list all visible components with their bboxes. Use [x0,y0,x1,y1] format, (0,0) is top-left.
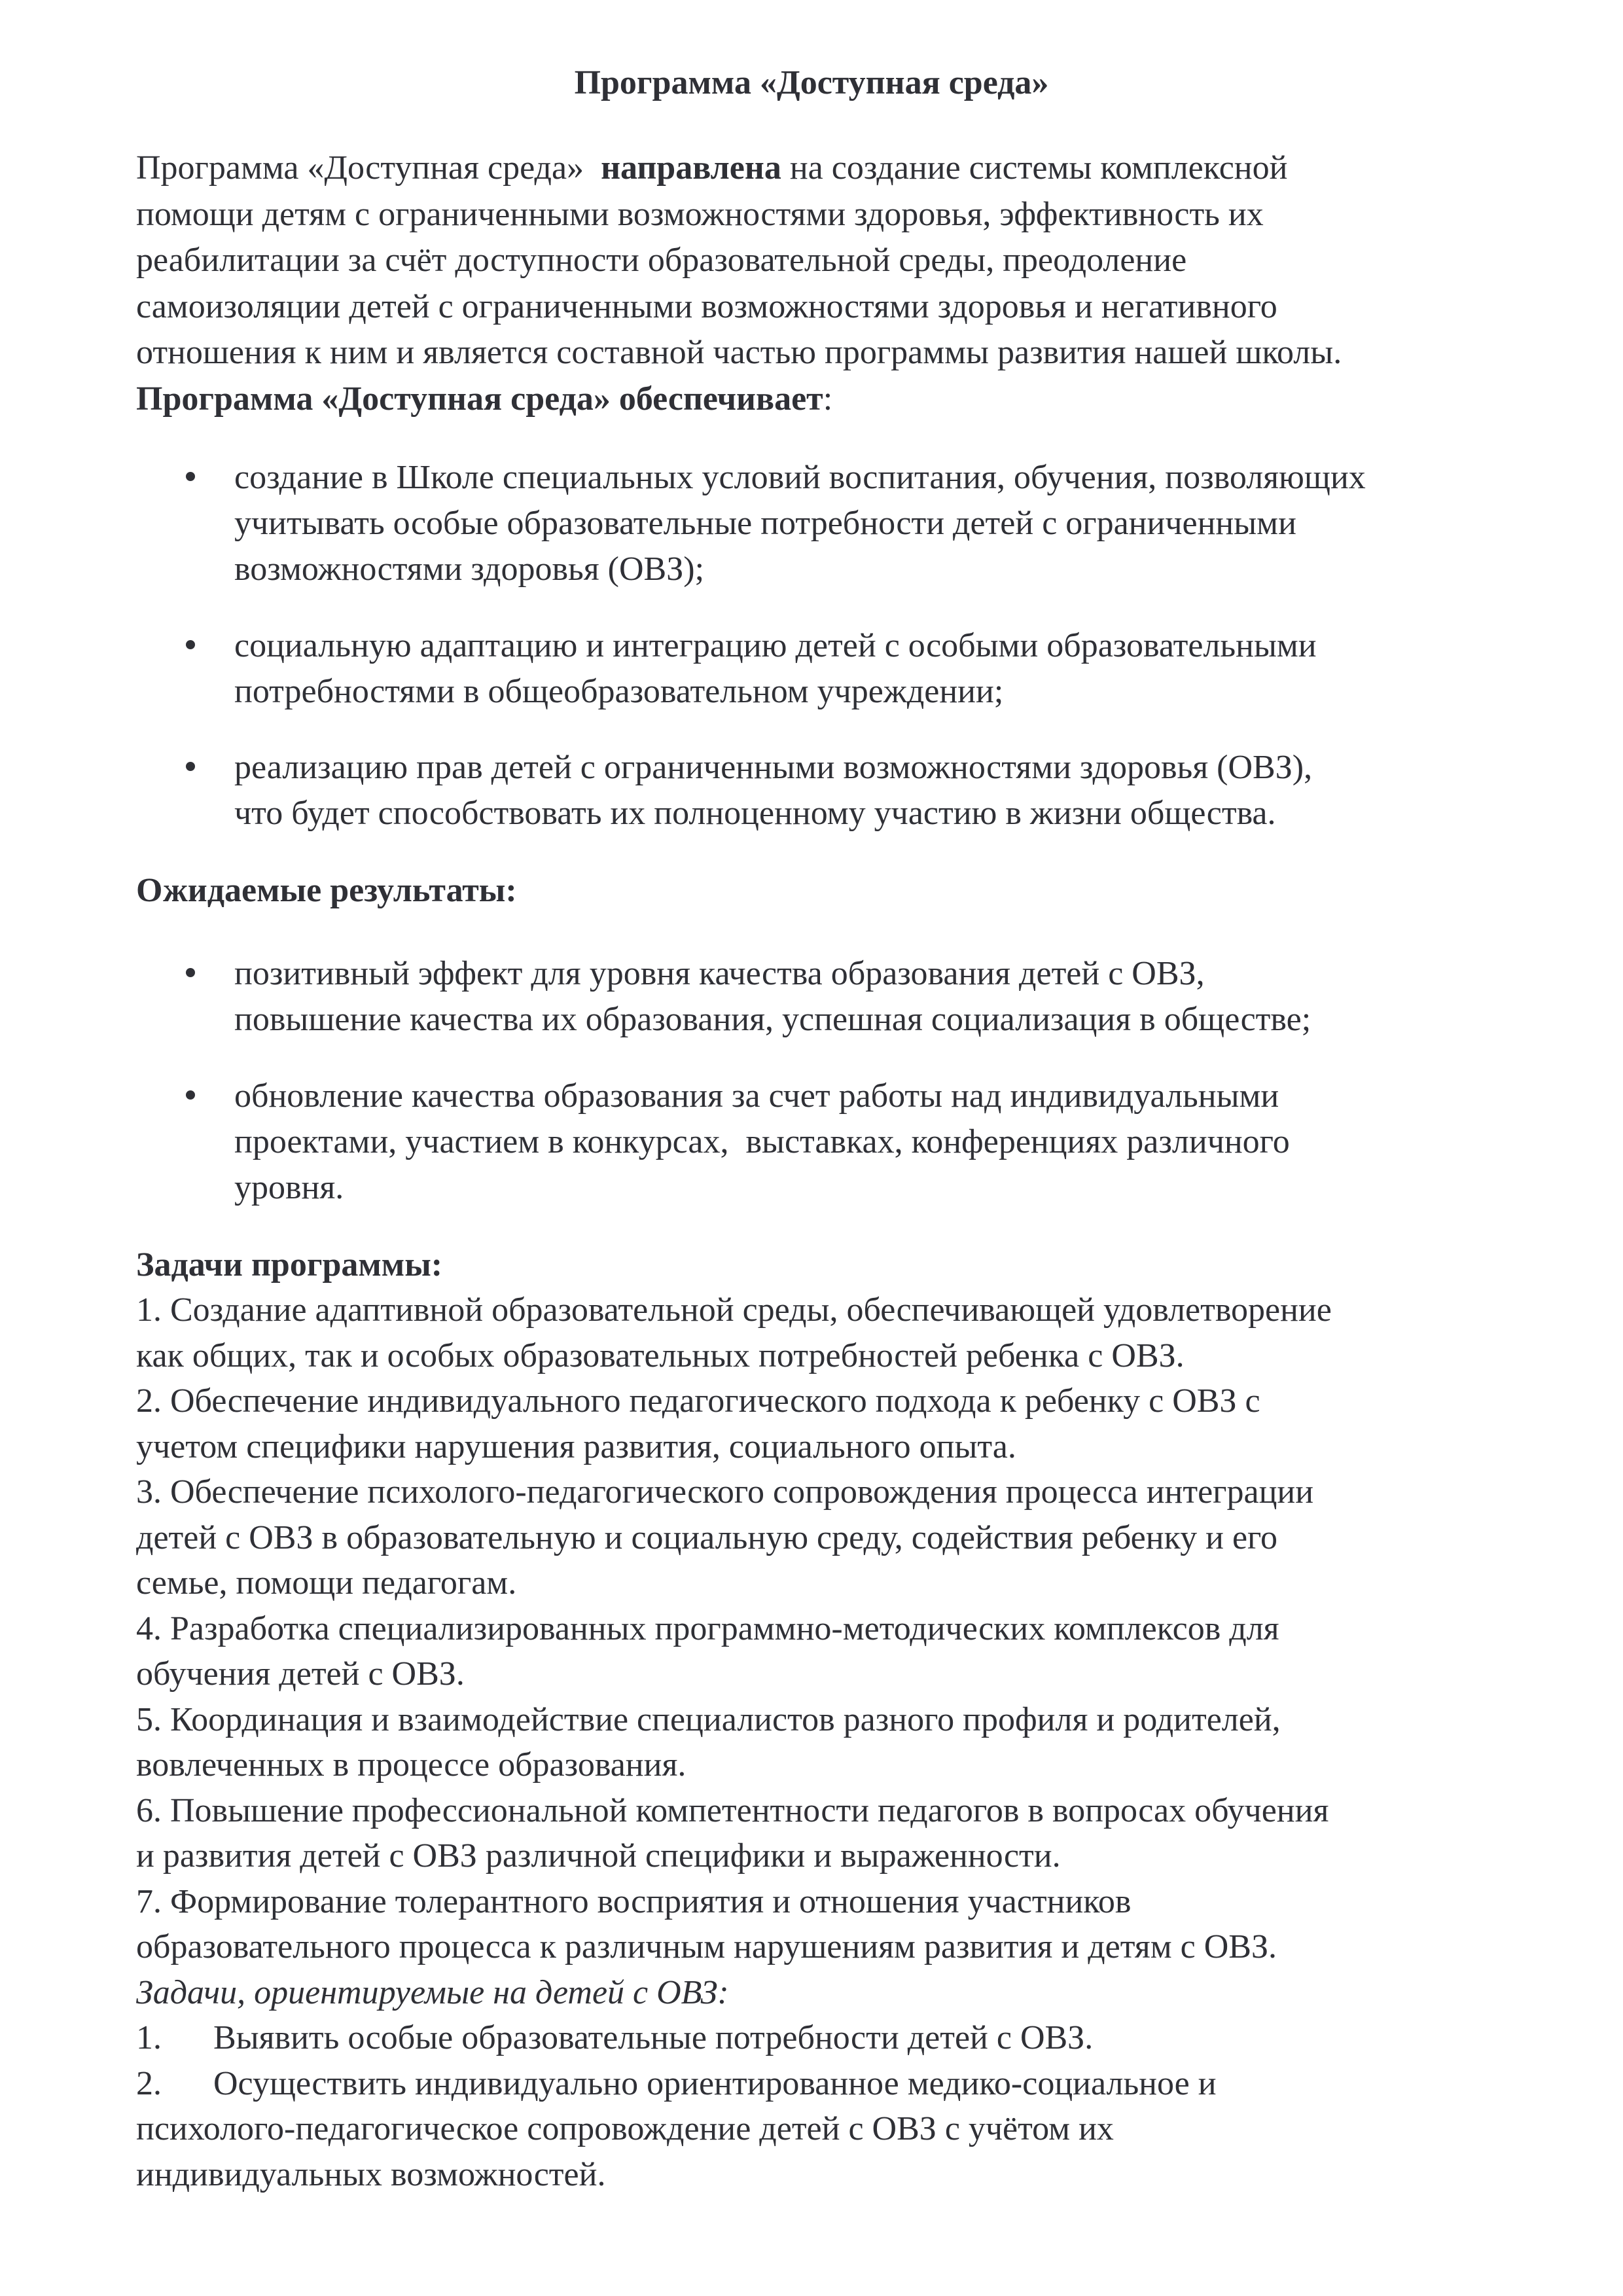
task-line: 7. Формирование толерантного восприятия и отношения участников [136,1882,1132,1920]
task-line: семье, помощи педагогам. [136,1564,517,1602]
provides-line [136,376,1550,423]
provides-colon: : [823,380,833,418]
document-title: Программа «Доступная среда» [574,64,1049,101]
child-task-item [136,2015,1550,2061]
child-task-continuation: психолого-педагогическое сопровождение детей с ОВЗ с учётом их [136,2110,1114,2147]
bullet-line: создание в Школе специальных условий воспитания, обучения, позволяющих [234,459,1366,496]
bullet-line: реализацию прав детей с ограниченными возможностями здоровья (ОВЗ), [234,749,1313,786]
bullet-line: обновление качества образования за счет работы над индивидуальными [234,1077,1279,1115]
bullet-line: возможностями здоровья (ОВЗ); [234,550,705,588]
intro-text: на создание системы комплексной [781,149,1288,187]
intro-bold-word: направлена [601,149,781,187]
child-task-continuation: индивидуальных возможностей. [136,2155,606,2193]
tasks-heading: Задачи программы: [136,1246,443,1283]
intro-line [136,145,1550,192]
task-line: 2. Обеспечение индивидуального педагогического подхода к ребенку с ОВЗ с [136,1382,1260,1420]
intro-paragraph [136,145,1550,422]
bullet-line: проектами, участием в конкурсах, выставках, конференциях различного [234,1123,1290,1160]
task-line: 4. Разработка специализированных программно-методических комплексов для [136,1609,1279,1647]
bullet-icon [186,1090,195,1100]
bullet-line: социальную адаптацию и интеграцию детей с особыми образовательными [234,627,1317,664]
child-tasks-heading: Задачи, ориентируемые на детей с ОВЗ: [136,1973,729,2011]
bullet-icon [186,762,195,771]
task-line: детей с ОВЗ в образовательную и социальную среду, содействия ребенку и его [136,1518,1278,1556]
provides-heading: Программа «Доступная среда» обеспечивает [136,380,823,418]
bullet-line: что будет способствовать их полноценному участию в жизни общества. [234,795,1276,832]
intro-line: самоизоляции детей с ограниченными возможностями здоровья и негативного [136,287,1277,325]
child-task-text: Выявить особые образовательные потребности детей с ОВЗ. [213,2019,1094,2056]
task-line: 6. Повышение профессиональной компетентности педагогов в вопросах обучения [136,1791,1329,1829]
task-line: вовлеченных в процессе образования. [136,1746,687,1784]
bullet-icon [186,968,195,977]
bullet-icon [186,472,195,481]
bullet-line: потребностями в общеобразовательном учреждении; [234,673,1004,710]
task-line: как общих, так и особых образовательных потребностей ребенка с ОВЗ. [136,1336,1185,1374]
bullet-line: уровня. [234,1169,344,1206]
child-task-item [136,2061,1550,2107]
bullet-icon [186,640,195,649]
bullet-line: повышение качества их образования, успешная социализация в обществе; [234,1001,1311,1038]
bullet-line: учитывать особые образовательные потребности детей с ограниченными [234,505,1296,542]
task-line: обучения детей с ОВЗ. [136,1655,465,1693]
intro-line: отношения к ним и является составной частью программы развития нашей школы. [136,334,1342,371]
child-task-text: Осуществить индивидуально ориентированное медико-социальное и [213,2064,1217,2102]
task-line: и развития детей с ОВЗ различной специфики и выраженности. [136,1837,1061,1874]
intro-line: реабилитации за счёт доступности образовательной среды, преодоление [136,242,1187,279]
bullet-line: позитивный эффект для уровня качества образования детей с ОВЗ, [234,955,1205,992]
results-heading: Ожидаемые результаты: [136,872,517,909]
task-line: образовательного процесса к различным нарушениям развития и детям с ОВЗ. [136,1928,1277,1965]
task-line: 5. Координация и взаимодействие специалистов разного профиля и родителей, [136,1700,1281,1738]
child-task-number: 2. [136,2064,162,2102]
intro-line: помощи детям с ограниченными возможностями здоровья, эффективность их [136,195,1264,233]
child-task-number: 1. [136,2019,162,2056]
task-line: 3. Обеспечение психолого-педагогического сопровождения процесса интеграции [136,1473,1314,1511]
task-line: 1. Создание адаптивной образовательной среды, обеспечивающей удовлетворение [136,1291,1332,1329]
tasks-list [136,1287,1550,2197]
intro-text: Программа «Доступная среда» [136,149,601,187]
task-line: учетом специфики нарушения развития, социального опыта. [136,1427,1016,1465]
